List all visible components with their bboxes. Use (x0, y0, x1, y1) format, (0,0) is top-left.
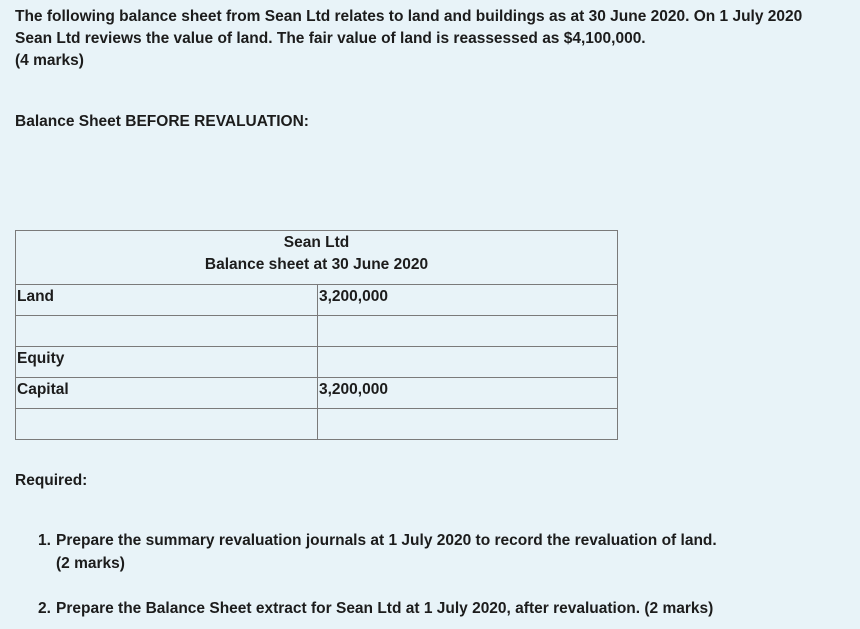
company-name: Sean Ltd (283, 234, 350, 251)
table-row (16, 316, 618, 347)
task-list (15, 529, 845, 620)
table-header-cell (16, 231, 618, 285)
balance-sheet-date: Balance sheet at 30 June 2020 (204, 256, 429, 273)
list-item (15, 529, 845, 575)
row-label (16, 316, 318, 347)
row-value (318, 347, 618, 378)
row-label: Land (16, 285, 318, 316)
required-label: Required: (15, 472, 88, 489)
question-marks: (4 marks) (15, 52, 84, 69)
row-label: Equity (16, 347, 318, 378)
table-header-row (16, 231, 618, 285)
task-marks: (2 marks) (56, 555, 125, 572)
balance-sheet-subheading: Balance Sheet BEFORE REVALUATION: (15, 113, 309, 130)
row-value: 3,200,000 (318, 378, 618, 409)
table-row (16, 378, 618, 409)
row-label (16, 409, 318, 440)
list-item (15, 597, 845, 620)
table-row (16, 347, 618, 378)
row-value: 3,200,000 (318, 285, 618, 316)
question-line-2: Sean Ltd reviews the value of land. The fair value of land is reassessed as $4,100,000. (15, 30, 646, 47)
row-value (318, 316, 618, 347)
row-label: Capital (16, 378, 318, 409)
task-text: Prepare the summary revaluation journals at 1 July 2020 to record the revaluation of land. (56, 532, 717, 549)
task-number: 2. (38, 600, 51, 617)
table-row (16, 409, 618, 440)
question-line-1: The following balance sheet from Sean Ltd relates to land and buildings as at 30 June 2020. On 1 July 2020 (15, 8, 803, 25)
task-text: Prepare the Balance Sheet extract for Sean Ltd at 1 July 2020, after revaluation. (2 marks) (56, 600, 714, 617)
question-text (15, 6, 845, 72)
task-number: 1. (38, 532, 51, 549)
table-row (16, 285, 618, 316)
balance-sheet-table (15, 230, 618, 440)
row-value (318, 409, 618, 440)
